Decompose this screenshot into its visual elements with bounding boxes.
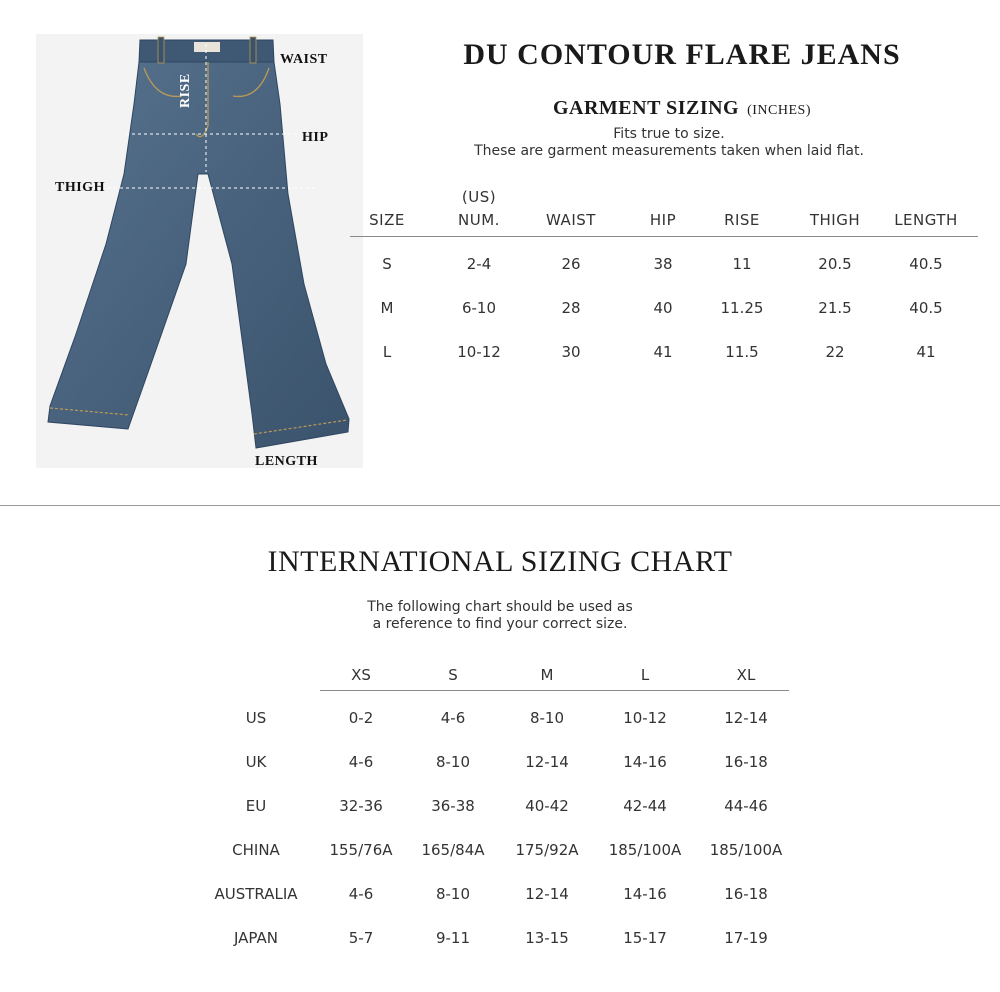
table-cell: 12-14 [525,753,569,771]
jeans-body [48,62,349,448]
brand-tag [194,42,220,52]
table-cell: 8-10 [529,709,565,727]
table-cell: 22 [825,343,845,361]
jeans-illustration [36,34,363,468]
table-cell: 32-36 [339,797,383,815]
international-chart-title: INTERNATIONAL SIZING CHART [267,545,733,578]
table-cell: 10-12 [457,343,501,361]
row-label-uk: UK [245,753,267,771]
product-title: DU CONTOUR FLARE JEANS [463,38,901,71]
table-cell: 14-16 [623,885,667,903]
table-cell: 16-18 [724,753,768,771]
table-cell: 6-10 [461,299,497,317]
table-cell: 13-15 [525,929,569,947]
col-header-waist: WAIST [546,211,596,229]
table-cell: 8-10 [435,753,471,771]
jeans-illustration-panel [36,34,363,468]
table-cell: 41 [653,343,673,361]
col-header-rise: RISE [724,211,760,229]
table-cell: 40 [653,299,673,317]
table-cell: 11.5 [725,343,759,361]
section-divider [0,505,1000,506]
table-cell: 21.5 [818,299,852,317]
hip-label: HIP [302,130,329,145]
col-header-xs: XS [351,666,371,684]
rise-label: RISE [178,73,193,108]
table-cell: 12-14 [724,709,768,727]
row-label-australia: AUSTRALIA [214,885,298,903]
table-cell: 185/100A [608,841,682,859]
international-table-rule [320,690,789,691]
table-cell: 15-17 [623,929,667,947]
table-cell: 41 [916,343,936,361]
table-cell: 11 [732,255,752,273]
table-cell: 2-4 [466,255,492,273]
row-label-china: CHINA [232,841,280,859]
table-cell: 10-12 [623,709,667,727]
table-cell: 4-6 [440,709,466,727]
col-header-thigh: THIGH [809,211,861,229]
table-cell: 20.5 [818,255,852,273]
table-cell: 5-7 [348,929,374,947]
table-cell: 40-42 [525,797,569,815]
table-cell: 175/92A [515,841,579,859]
table-cell: 40.5 [909,299,943,317]
table-cell: 8-10 [435,885,471,903]
table-cell: 14-16 [623,753,667,771]
table-cell: 185/100A [709,841,783,859]
row-label-us: US [245,709,267,727]
table-cell: 17-19 [724,929,768,947]
table-cell: 40.5 [909,255,943,273]
table-cell: M [380,299,394,317]
col-header-l: L [640,666,650,684]
unit-label: (INCHES) [747,103,811,118]
row-label-eu: EU [245,797,267,815]
table-cell: L [382,343,392,361]
table-cell: 44-46 [724,797,768,815]
fit-note [432,126,906,160]
table-cell: 12-14 [525,885,569,903]
length-label: LENGTH [255,454,318,469]
table-cell: 26 [561,255,581,273]
row-label-japan: JAPAN [234,929,278,947]
col-header-s: S [448,666,458,684]
international-note [250,599,750,633]
fit-note-line-2: These are garment measurements taken when laid flat. [474,143,864,159]
garment-table-rule [350,236,978,237]
international-note-line-1: The following chart should be used as [367,599,633,615]
col-header-num: NUM. [458,211,500,229]
table-cell: 165/84A [421,841,485,859]
col-header-hip: HIP [649,211,677,229]
table-cell: 42-44 [623,797,667,815]
table-cell: 11.25 [720,299,764,317]
thigh-label: THIGH [55,180,105,195]
col-header-size: SIZE [369,211,405,229]
table-cell: 0-2 [348,709,374,727]
table-cell: 38 [653,255,673,273]
table-cell: 4-6 [348,885,374,903]
table-cell: S [382,255,392,273]
col-header-length: LENGTH [894,211,958,229]
table-cell: 155/76A [329,841,393,859]
col-header-xl: XL [736,666,756,684]
international-note-line-2: a reference to find your correct size. [372,616,628,632]
garment-sizing-heading [432,97,932,120]
waist-label: WAIST [280,52,328,67]
table-cell: 9-11 [435,929,471,947]
table-cell: 16-18 [724,885,768,903]
num-header-top: (US) [461,188,497,206]
table-cell: 28 [561,299,581,317]
col-header-m: M [540,666,554,684]
garment-sizing-title: GARMENT SIZING [552,97,740,119]
table-cell: 30 [561,343,581,361]
table-cell: 4-6 [348,753,374,771]
table-cell: 36-38 [431,797,475,815]
fit-note-line-1: Fits true to size. [613,126,725,142]
